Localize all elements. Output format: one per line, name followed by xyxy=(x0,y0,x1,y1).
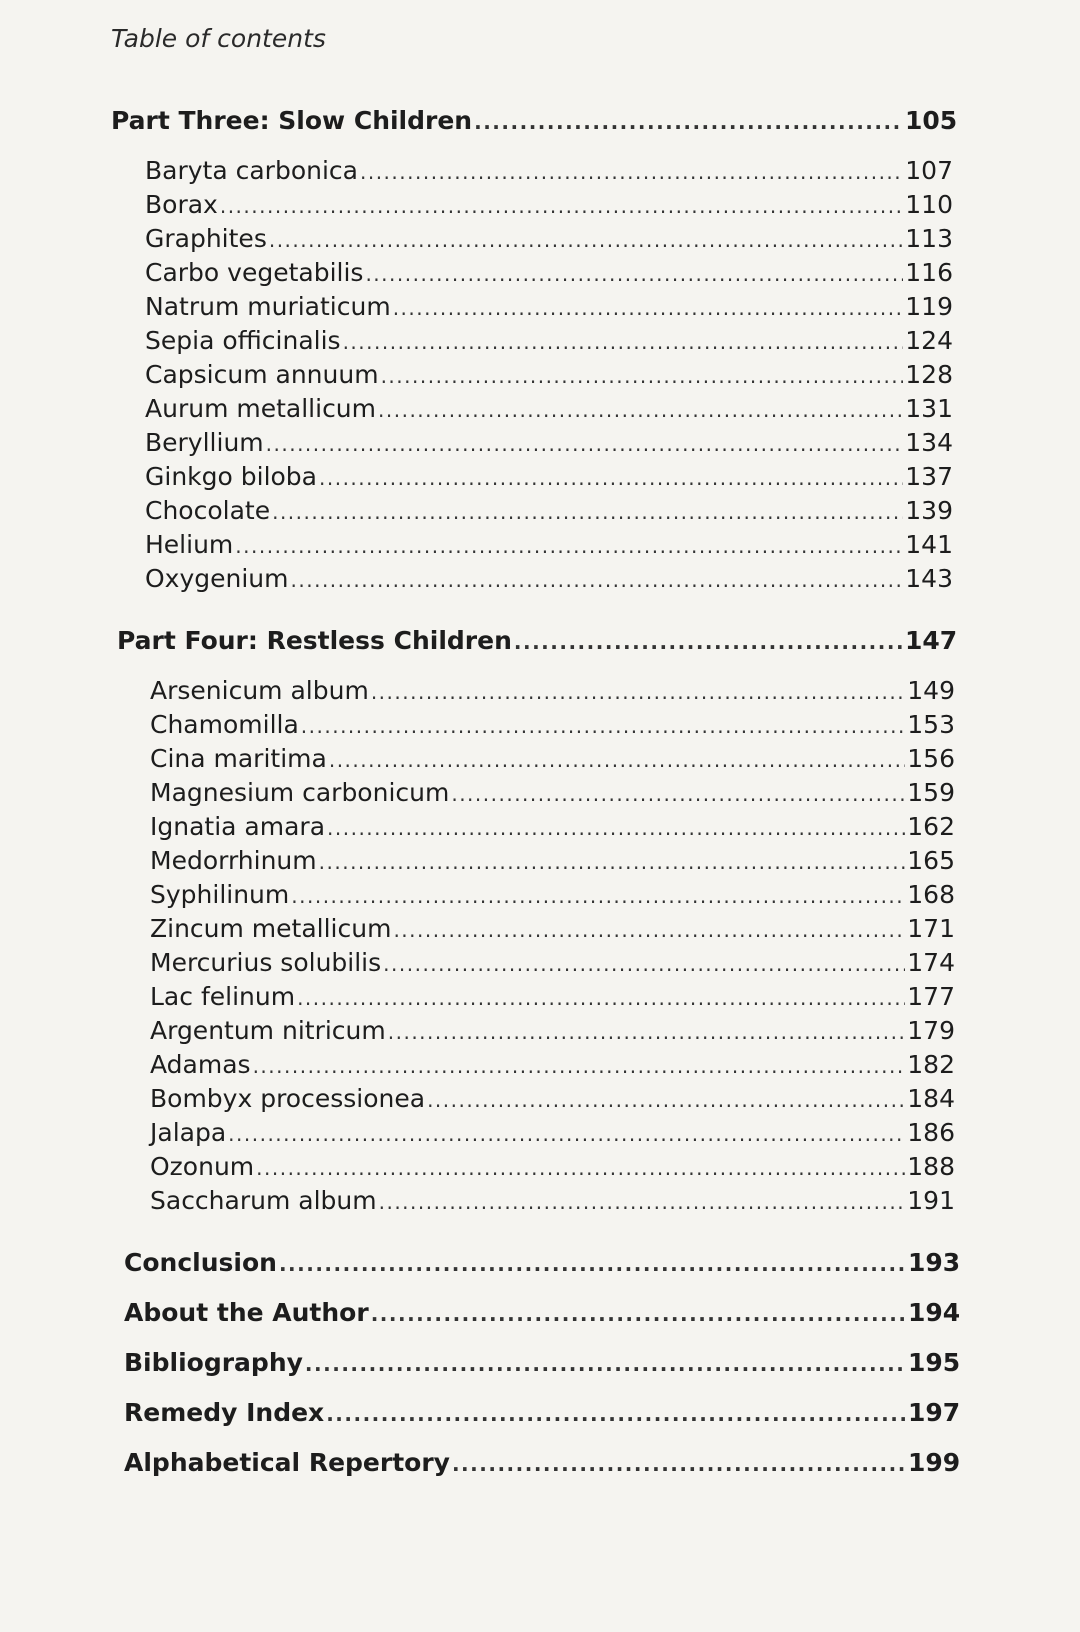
dot-leader xyxy=(381,364,903,388)
toc-page-number: 191 xyxy=(907,1186,955,1215)
toc-entry-label: Borax xyxy=(145,190,218,219)
toc-back-remedy-index xyxy=(124,1398,961,1427)
toc-page-number: 141 xyxy=(905,530,953,559)
toc-entry xyxy=(150,1118,955,1147)
toc-entry xyxy=(150,846,955,875)
dot-leader xyxy=(266,432,903,456)
toc-entry-label: Graphites xyxy=(145,224,267,253)
toc-page-number: 197 xyxy=(908,1398,961,1427)
toc-entry-label: Medorrhinum xyxy=(150,846,317,875)
toc-page-number: 149 xyxy=(907,676,955,705)
running-head: Table of contents xyxy=(111,24,326,53)
toc-page-number: 143 xyxy=(905,564,953,593)
toc-entry xyxy=(145,394,953,423)
toc-page-number: 131 xyxy=(905,394,953,423)
dot-leader xyxy=(291,568,903,592)
toc-page-number: 186 xyxy=(907,1118,955,1147)
toc-entry xyxy=(145,564,953,593)
toc-page-number: 194 xyxy=(908,1298,961,1327)
dot-leader xyxy=(329,748,905,772)
toc-entry xyxy=(145,326,953,355)
toc-page-number: 199 xyxy=(908,1448,961,1477)
toc-page-number: 188 xyxy=(907,1152,955,1181)
toc-entry-label: Lac felinum xyxy=(150,982,296,1011)
toc-page-number: 162 xyxy=(907,812,955,841)
toc-entry-label: Remedy Index xyxy=(124,1398,325,1427)
toc-entry xyxy=(150,744,955,773)
dot-leader xyxy=(388,1020,905,1044)
dot-leader xyxy=(343,330,903,354)
toc-entry-label: Oxygenium xyxy=(145,564,289,593)
toc-page-number: 147 xyxy=(905,626,958,655)
toc-entry xyxy=(145,156,953,185)
dot-leader xyxy=(272,500,903,524)
toc-page-number: 134 xyxy=(905,428,953,457)
toc-entry xyxy=(145,224,953,253)
toc-entry xyxy=(150,880,955,909)
toc-entry xyxy=(150,710,955,739)
dot-leader xyxy=(291,884,905,908)
toc-entry xyxy=(145,496,953,525)
dot-leader xyxy=(427,1088,905,1112)
dot-leader xyxy=(256,1156,905,1180)
toc-entry-label: Argentum nitricum xyxy=(150,1016,386,1045)
dot-leader xyxy=(474,110,903,134)
dot-leader xyxy=(360,160,903,184)
toc-page-number: 195 xyxy=(908,1348,961,1377)
dot-leader xyxy=(301,714,905,738)
toc-page-number: 177 xyxy=(907,982,955,1011)
toc-entry xyxy=(145,462,953,491)
toc-entry-label: Bibliography xyxy=(124,1348,303,1377)
toc-entry xyxy=(150,676,955,705)
toc-entry-label: Beryllium xyxy=(145,428,264,457)
dot-leader xyxy=(451,782,905,806)
dot-leader xyxy=(220,194,903,218)
dot-leader xyxy=(305,1352,906,1376)
dot-leader xyxy=(452,1452,906,1476)
toc-page-number: 184 xyxy=(907,1084,955,1113)
dot-leader xyxy=(378,398,903,422)
toc-entry-label: Adamas xyxy=(150,1050,251,1079)
dot-leader xyxy=(253,1054,905,1078)
toc-entry-label: Saccharum album xyxy=(150,1186,377,1215)
toc-entry xyxy=(145,258,953,287)
toc-page-number: 165 xyxy=(907,846,955,875)
toc-entry-label: Ozonum xyxy=(150,1152,255,1181)
toc-part-title: Part Four: Restless Children xyxy=(117,626,512,655)
toc-entry-label: Conclusion xyxy=(124,1248,277,1277)
toc-entry xyxy=(150,1152,955,1181)
toc-entry xyxy=(145,530,953,559)
toc-entry-label: Alphabetical Repertory xyxy=(124,1448,450,1477)
toc-back-bibliography xyxy=(124,1348,961,1377)
toc-page-number: 116 xyxy=(905,258,953,287)
toc-entry xyxy=(150,914,955,943)
toc-entry-label: Chamomilla xyxy=(150,710,299,739)
toc-entry xyxy=(150,778,955,807)
toc-entry xyxy=(145,190,953,219)
dot-leader xyxy=(326,1402,906,1426)
toc-entry-label: Baryta carbonica xyxy=(145,156,358,185)
toc-entry xyxy=(150,1186,955,1215)
toc-entry xyxy=(150,1084,955,1113)
toc-entry xyxy=(150,982,955,1011)
toc-page-number: 105 xyxy=(905,106,958,135)
toc-entry-label: Cina maritima xyxy=(150,744,327,773)
toc-page-number: 153 xyxy=(907,710,955,739)
toc-part-four xyxy=(117,626,958,655)
toc-entry-label: Aurum metallicum xyxy=(145,394,377,423)
toc-entry-label: Chocolate xyxy=(145,496,271,525)
toc-back-conclusion xyxy=(124,1248,961,1277)
toc-entry xyxy=(150,948,955,977)
dot-leader xyxy=(393,296,903,320)
toc-entry-label: Helium xyxy=(145,530,234,559)
toc-entry xyxy=(150,812,955,841)
toc-page-number: 179 xyxy=(907,1016,955,1045)
toc-entry-label: Syphilinum xyxy=(150,880,290,909)
toc-entry-label: Jalapa xyxy=(150,1118,227,1147)
toc-entry-label: About the Author xyxy=(124,1298,369,1327)
dot-leader xyxy=(269,228,903,252)
toc-part-three xyxy=(111,106,958,135)
toc-entry-label: Bombyx processionea xyxy=(150,1084,426,1113)
toc-entry-label: Mercurius solubilis xyxy=(150,948,382,977)
toc-page-number: 171 xyxy=(907,914,955,943)
dot-leader xyxy=(327,816,905,840)
toc-entry-label: Natrum muriaticum xyxy=(145,292,391,321)
toc-entry-label: Zincum metallicum xyxy=(150,914,392,943)
toc-page-number: 128 xyxy=(905,360,953,389)
dot-leader xyxy=(371,680,905,704)
toc-page-number: 159 xyxy=(907,778,955,807)
dot-leader xyxy=(279,1252,906,1276)
toc-page-number: 139 xyxy=(905,496,953,525)
dot-leader xyxy=(235,534,903,558)
toc-entry xyxy=(150,1016,955,1045)
toc-page-number: 174 xyxy=(907,948,955,977)
toc-page-number: 156 xyxy=(907,744,955,773)
dot-leader xyxy=(371,1302,906,1326)
dot-leader xyxy=(514,630,903,654)
dot-leader xyxy=(365,262,903,286)
dot-leader xyxy=(228,1122,905,1146)
toc-page-number: 124 xyxy=(905,326,953,355)
toc-page-number: 182 xyxy=(907,1050,955,1079)
toc-entry xyxy=(145,360,953,389)
toc-page-number: 107 xyxy=(905,156,953,185)
toc-entry xyxy=(145,428,953,457)
toc-part-title: Part Three: Slow Children xyxy=(111,106,473,135)
toc-page-number: 119 xyxy=(905,292,953,321)
toc-entry xyxy=(150,1050,955,1079)
toc-page-number: 113 xyxy=(905,224,953,253)
toc-page-number: 193 xyxy=(908,1248,961,1277)
toc-page-number: 137 xyxy=(905,462,953,491)
dot-leader xyxy=(379,1190,905,1214)
dot-leader xyxy=(383,952,905,976)
toc-entry-label: Arsenicum album xyxy=(150,676,369,705)
dot-leader xyxy=(393,918,905,942)
toc-entry-label: Carbo vegetabilis xyxy=(145,258,364,287)
toc-entry-label: Sepia officinalis xyxy=(145,326,341,355)
toc-entry-label: Ginkgo biloba xyxy=(145,462,317,491)
toc-back-about-author xyxy=(124,1298,961,1327)
toc-entry-label: Magnesium carbonicum xyxy=(150,778,450,807)
dot-leader xyxy=(319,850,905,874)
toc-entry xyxy=(145,292,953,321)
dot-leader xyxy=(297,986,905,1010)
toc-back-alphabetical-repertory xyxy=(124,1448,961,1477)
toc-page-number: 168 xyxy=(907,880,955,909)
toc-page-number: 110 xyxy=(905,190,953,219)
toc-entry-label: Ignatia amara xyxy=(150,812,326,841)
dot-leader xyxy=(319,466,903,490)
toc-entry-label: Capsicum annuum xyxy=(145,360,379,389)
